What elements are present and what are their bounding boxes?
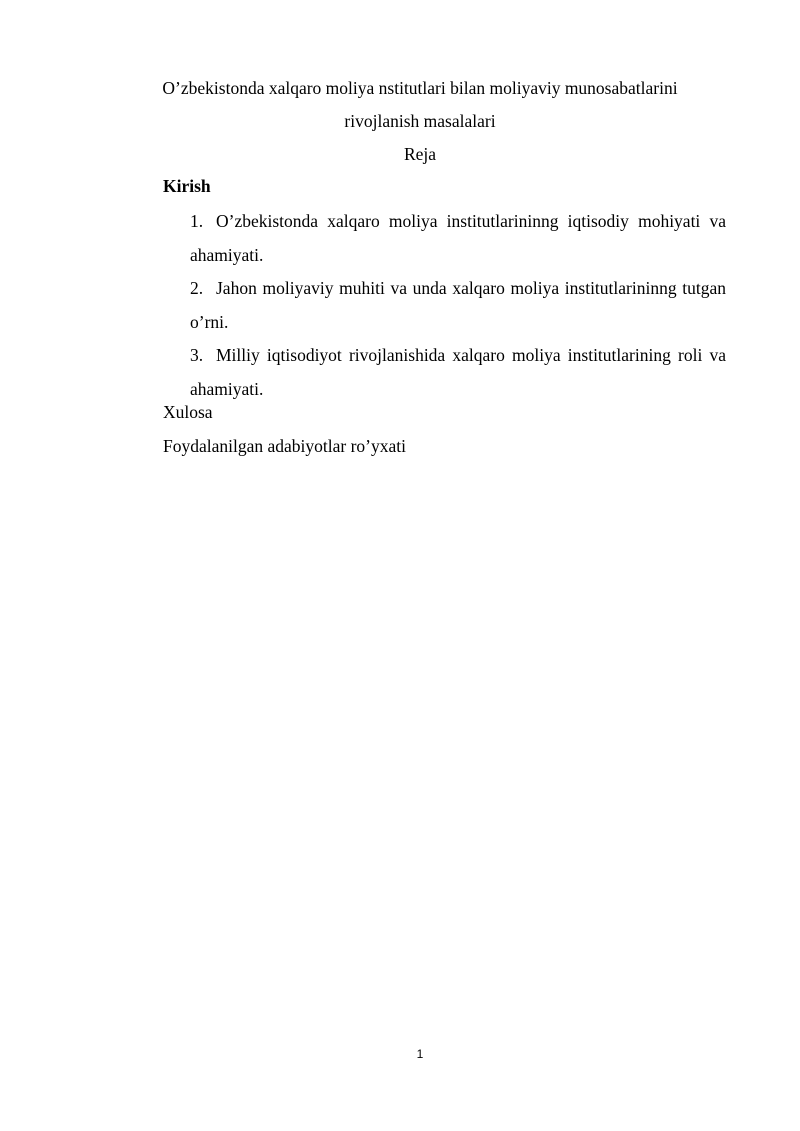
- plan-item-number: 3.: [190, 345, 204, 365]
- plan-item-text: O’zbekistonda xalqaro moliya institutlarininng iqtisodiy mohiyati va ahamiyati.: [190, 211, 726, 265]
- document-title-line-1: O’zbekistonda xalqaro moliya nstitutlari bilan moliyaviy munosabatlarini: [162, 78, 678, 98]
- conclusion-heading: Xulosa: [163, 402, 213, 422]
- plan-item-text: Jahon moliyaviy muhiti va unda xalqaro moliya institutlarininng tutgan o’rni.: [190, 278, 726, 332]
- plan-item-text: Milliy iqtisodiyot rivojlanishida xalqaro moliya institutlarining roli va ahamiyati.: [190, 345, 726, 399]
- intro-heading: Kirish: [163, 176, 211, 196]
- plan-label: Reja: [403, 144, 437, 164]
- plan-item: [190, 272, 726, 339]
- plan-item-number: 1.: [190, 211, 204, 231]
- plan-item: [190, 205, 726, 272]
- plan-item: [190, 339, 726, 406]
- plan-item-number: 2.: [190, 278, 204, 298]
- page-number: 1: [416, 1047, 424, 1061]
- references-heading: Foydalanilgan adabiyotlar ro’yxati: [163, 436, 406, 456]
- plan-list: [190, 205, 726, 406]
- document-title-line-2: rivojlanish masalalari: [344, 111, 496, 131]
